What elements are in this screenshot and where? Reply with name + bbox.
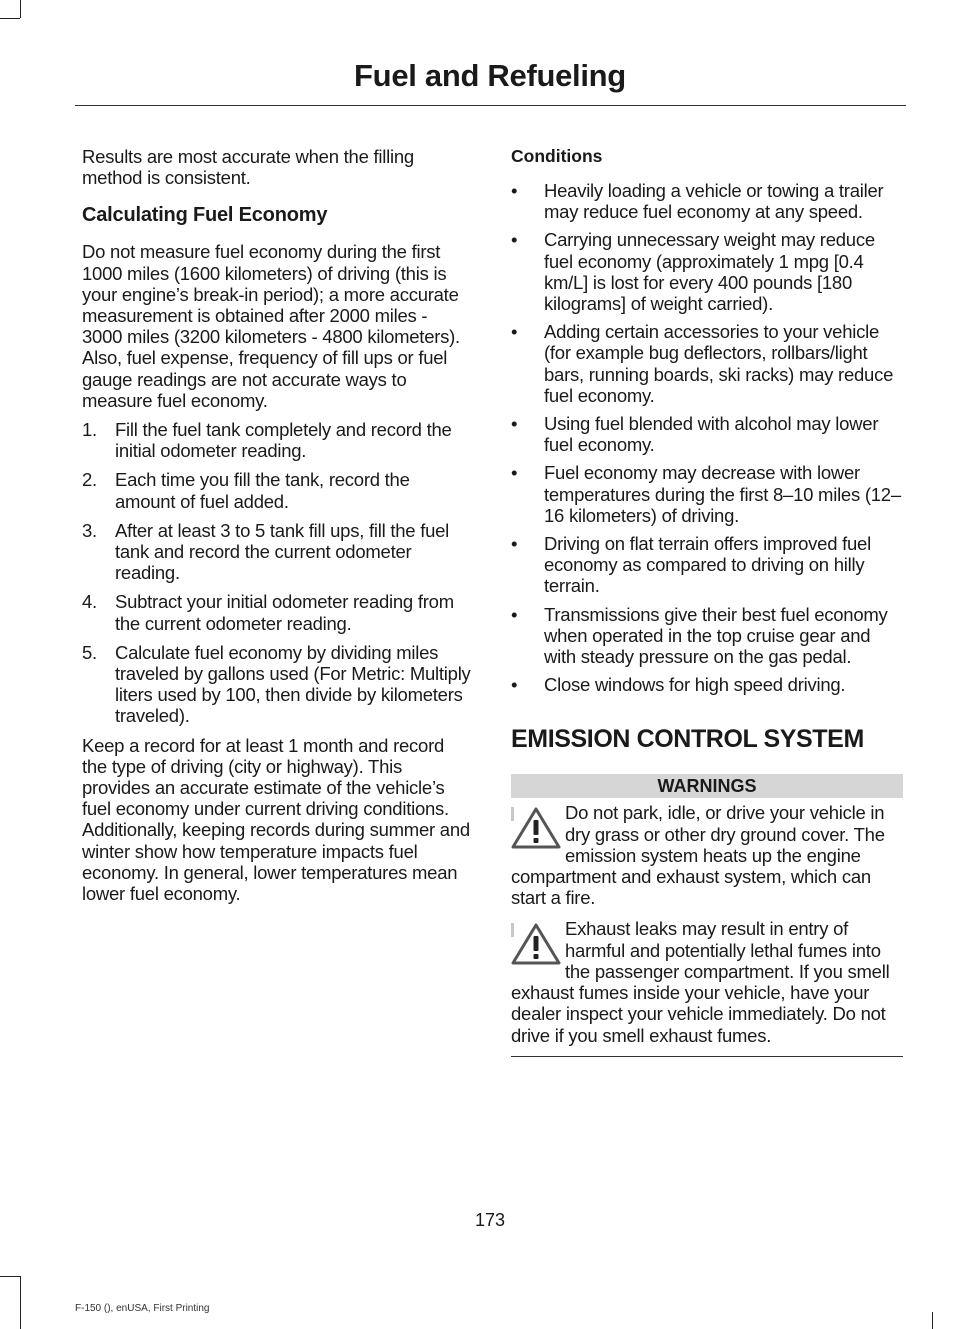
list-item [82,419,472,461]
list-item [511,533,903,597]
bullet-icon: • [511,462,518,484]
bullet-icon: • [511,229,518,251]
right-column [511,146,903,1057]
list-item [82,591,472,633]
left-column [82,146,472,912]
bullet-icon: • [511,321,518,343]
warning-text: Exhaust leaks may result in entry of harmful and potentially lethal fumes into the passenger compartment. If you smell exhaust fumes inside your vehicle, have your dealer inspect your vehicle immediately. Do not drive if you smell exhaust fumes. [511,918,890,1046]
step-text: Fill the fuel tank completely and record the initial odometer reading. [115,419,452,462]
step-number: 3. [82,519,97,541]
crop-mark [932,1312,933,1329]
warnings-end-divider [511,1056,903,1057]
step-text: Each time you fill the tank, record the amount of fuel added. [115,469,410,512]
intro-text: Results are most accurate when the filling method is consistent. [82,146,414,189]
bullet-icon: • [511,674,518,696]
printing-info: F-150 (), enUSA, First Printing [75,1303,210,1314]
conditions-list [511,180,903,695]
page-number: 173 [474,1210,506,1230]
list-item [82,642,472,727]
step-number: 1. [82,419,97,441]
condition-text: Carrying unnecessary weight may reduce fuel economy (approximately 1 mpg [0.4 km/L] is lost for every 400 pounds [180 kilograms] of weight carried). [544,229,875,315]
list-item [511,462,903,526]
bullet-icon: • [511,413,518,435]
warning-text: Do not park, idle, or drive your vehicle in dry grass or other dry ground cover. The emission system heats up the engine compartment and exhaust system, which can start a fire. [511,802,885,909]
warning-block [511,918,903,1045]
calculating-fuel-economy-heading: Calculating Fuel Economy [82,204,328,227]
step-number: 5. [82,641,97,663]
bullet-icon: • [511,180,518,201]
warnings-header: WARNINGS [511,774,903,798]
crop-mark [0,18,20,19]
condition-text: Close windows for high speed driving. [544,674,846,696]
condition-text: Using fuel blended with alcohol may lower fuel economy. [544,413,879,456]
bullet-icon: • [511,533,518,555]
condition-text: Transmissions give their best fuel economy when operated in the top cruise gear and with steady pressure on the gas pedal. [544,603,888,668]
step-number: 4. [82,591,97,613]
step-text: Subtract your initial odometer reading from the current odometer reading. [115,591,454,634]
condition-text: Fuel economy may decrease with lower temperatures during the first 8–10 miles (12–16 kilometers) of driving. [544,462,901,526]
list-item [82,520,472,584]
list-item [82,469,472,511]
bullet-icon: • [511,603,518,625]
emission-control-system-heading: EMISSION CONTROL SYSTEM [511,725,864,754]
warning-block [511,802,903,908]
step-text: Calculate fuel economy by dividing miles traveled by gallons used (For Metric: Multiply liters used by 100, then divide by kilometers traveled). [115,641,471,727]
list-item [511,413,903,455]
page-title: Fuel and Refueling [354,58,626,93]
list-item [511,180,903,222]
step-text: After at least 3 to 5 tank fill ups, fill the fuel tank and record the current odometer reading. [115,519,450,584]
break-in-paragraph: Do not measure fuel economy during the first 1000 miles (1600 kilometers) of driving (this is your engine’s break-in period); a more accurate measurement is obtained after 2000 miles - 3000 miles (3200 kilometers - 4800 kilometers). Also, fuel expense, frequency of fill ups or fuel gauge readings are not accurate ways to measure fuel economy. [82,241,460,411]
warning-triangle-icon [511,805,561,850]
condition-text: Driving on flat terrain offers improved fuel economy as compared to driving on hilly terrain. [544,533,871,597]
list-item [511,604,903,668]
crop-mark [0,1276,20,1277]
crop-mark [20,1276,21,1329]
steps-list [82,419,472,727]
header-divider [75,105,906,106]
list-item [511,674,903,695]
list-item [511,229,903,314]
step-number: 2. [82,469,97,491]
list-item [511,321,903,406]
record-keeping-paragraph: Keep a record for at least 1 month and record the type of driving (city or highway). This provides an accurate estimate of the vehicle’s fuel economy under current driving conditions. Additionally, keeping records during summer and winter show how temperature impacts fuel economy. In general, lower temperatures mean lower fuel economy. [82,734,470,905]
conditions-heading: Conditions [511,146,603,166]
crop-mark [20,0,21,18]
condition-text: Adding certain accessories to your vehicle (for example bug deflectors, rollbars/light bars, running boards, ski racks) may reduce fuel economy. [544,321,894,406]
warning-triangle-icon [511,921,561,966]
condition-text: Heavily loading a vehicle or towing a trailer may reduce fuel economy at any speed. [544,180,884,223]
